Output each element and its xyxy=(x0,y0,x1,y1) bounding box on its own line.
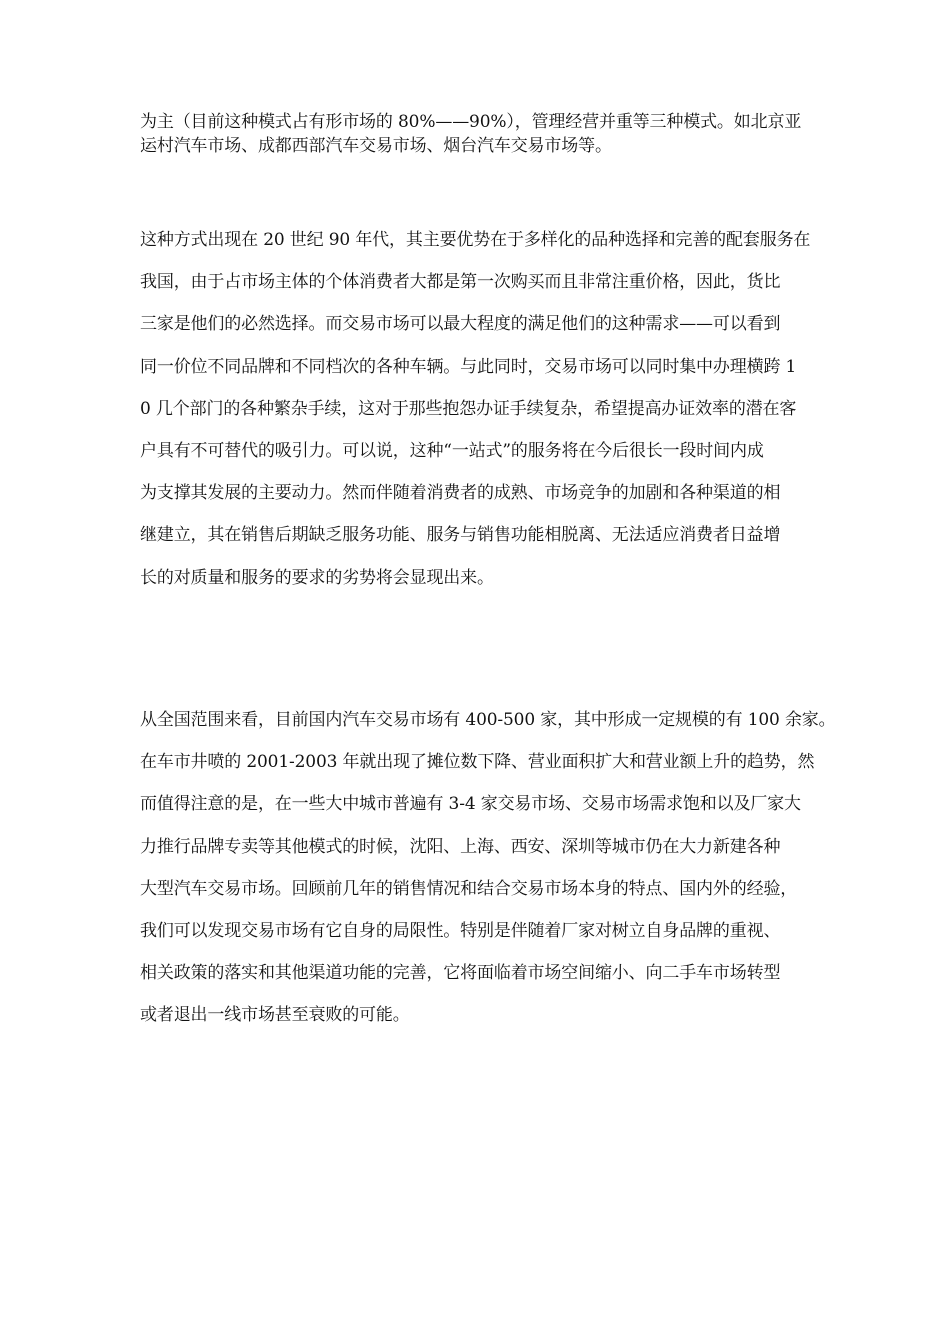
paragraph-2 xyxy=(140,219,890,599)
paragraph-line: 我国，由于占市场主体的个体消费者大都是第一次购买而且非常注重价格，因此，货比 xyxy=(140,272,781,293)
paragraph-line: 0 几个部门的各种繁杂手续，这对于那些抱怨办证手续复杂，希望提高办证效率的潜在客 xyxy=(140,398,797,419)
paragraph-line: 户具有不可替代的吸引力。可以说，这种“一站式”的服务将在今后很长一段时间内成 xyxy=(140,441,764,462)
paragraph-line: 大型汽车交易市场。回顾前几年的销售情况和结合交易市场本身的特点、国内外的经验， xyxy=(140,878,798,899)
paragraph-line: 长的对质量和服务的要求的劣势将会显现出来。 xyxy=(140,567,494,588)
paragraph-line: 力推行品牌专卖等其他模式的时候，沈阳、上海、西安、深圳等城市仍在大力新建各种 xyxy=(140,836,781,857)
paragraph-line: 或者退出一线市场甚至衰败的可能。 xyxy=(140,1005,410,1026)
paragraph-line: 在车市井喷的 2001-2003 年就出现了摊位数下降、营业面积扩大和营业额上升的趋势，然 xyxy=(140,752,815,773)
paragraph-1 xyxy=(140,110,890,158)
paragraph-line: 从全国范围来看，目前国内汽车交易市场有 400-500 家，其中形成一定规模的有 100 余家。 xyxy=(140,710,836,730)
paragraph-line: 同一价位不同品牌和不同档次的各种车辆。与此同时，交易市场可以同时集中办理横跨 1 xyxy=(140,356,797,377)
paragraph-line: 三家是他们的必然选择。而交易市场可以最大程度的满足他们的这种需求——可以看到 xyxy=(140,314,781,335)
paragraph-3 xyxy=(140,699,890,1037)
paragraph-line: 为支撑其发展的主要动力。然而伴随着消费者的成熟、市场竞争的加剧和各种渠道的相 xyxy=(140,483,781,504)
paragraph-line: 继建立，其在销售后期缺乏服务功能、服务与销售功能相脱离、无法适应消费者日益增 xyxy=(140,525,781,546)
paragraph-line: 我们可以发现交易市场有它自身的局限性。特别是伴随着厂家对树立自身品牌的重视、 xyxy=(140,921,781,942)
paragraph-line: 运村汽车市场、成都西部汽车交易市场、烟台汽车交易市场等。 xyxy=(140,136,612,156)
paragraph-line: 而值得注意的是，在一些大中城市普遍有 3-4 家交易市场、交易市场需求饱和以及厂家大 xyxy=(140,794,801,815)
paragraph-line: 相关政策的落实和其他渠道功能的完善，它将面临着市场空间缩小、向二手车市场转型 xyxy=(140,963,781,984)
paragraph-line: 为主（目前这种模式占有形市场的 80%——90%），管理经营并重等三种模式。如北京亚 xyxy=(140,112,802,132)
paragraph-line: 这种方式出现在 20 世纪 90 年代，其主要优势在于多样化的品种选择和完善的配套服务在 xyxy=(140,230,811,250)
